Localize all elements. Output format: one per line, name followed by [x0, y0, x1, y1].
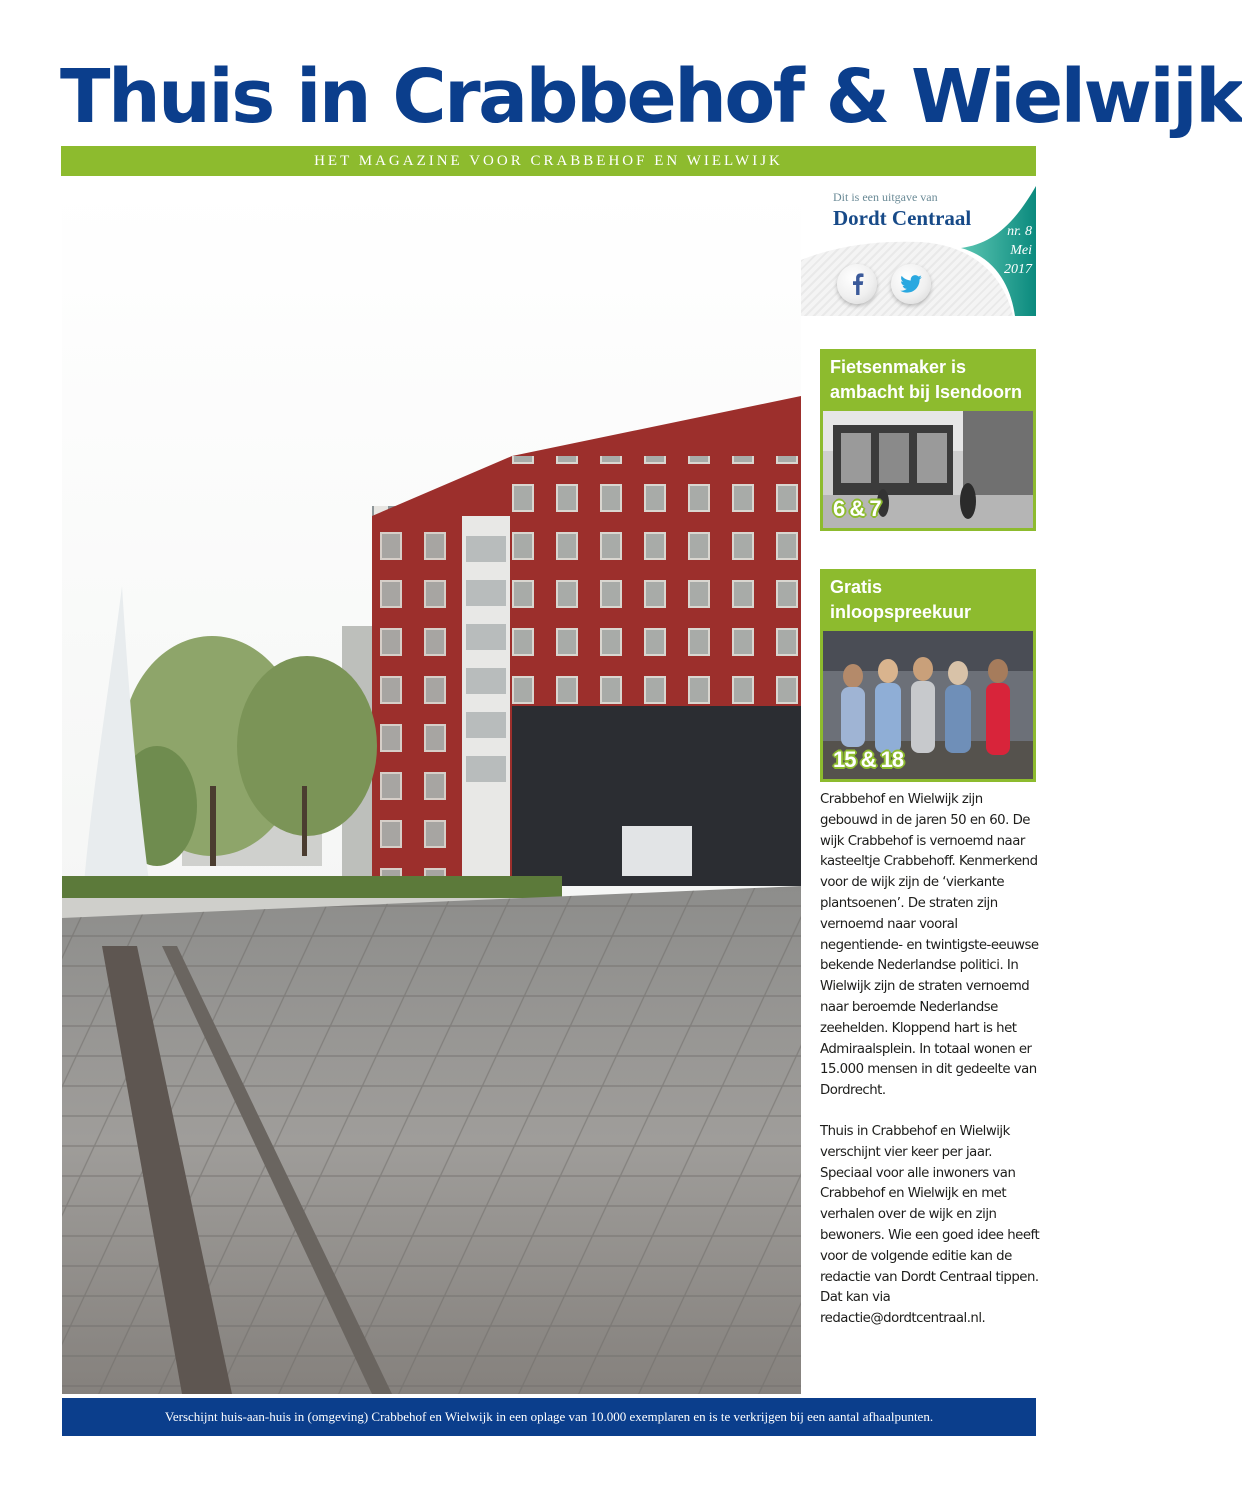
facebook-button[interactable] — [837, 264, 877, 304]
intro-text — [820, 790, 1040, 1350]
tagline-text: HET MAGAZINE VOOR CRABBEHOF EN WIELWIJK — [314, 153, 783, 169]
issue-info — [1004, 222, 1032, 279]
teaser-title-line-1: Fietsenmaker is — [830, 357, 967, 377]
teaser-title — [820, 349, 1036, 411]
cover-photo-illustration — [62, 186, 801, 1394]
tagline-bar — [61, 146, 1036, 176]
intro-paragraph-2: Thuis in Crabbehof en Wielwijk verschijnt vier keer per jaar. Speciaal voor alle inwoners van Crabbehof en Wielwijk en met verhalen over de wijk en zijn bewoners. Wie een goed idee heeft voor de volgende editie kan de redactie van Dordt Centraal tippen. Dat kan via redactie@dordtcentraal.nl. — [820, 1123, 1040, 1327]
issue-number: nr. 8 — [1007, 224, 1032, 239]
teaser-photo — [823, 411, 1033, 528]
intro-paragraph-1: Crabbehof en Wielwijk zijn gebouwd in de jaren 50 en 60. De wijk Crabbehof is vernoemd naar kasteeltje Crabbehoff. Kenmerkend voor de wijk zijn de ‘vierkante plantsoenen’. De straten zijn vernoemd naar vooral negentiende- en twintigste-eeuwse bekende Nederlandse politici. In Wielwijk zijn de straten vernoemd naar beroemde Nederlandse zeehelden. Kloppend hart is het Admiraalsplein. In totaal wonen er 15.000 mensen in dit gedeelte van Dordrecht. — [820, 792, 1039, 1099]
masthead-title: Thuis in Crabbehof & Wielwijk — [60, 54, 1242, 140]
cover-photo — [62, 186, 801, 1394]
footer-text: Verschijnt huis-aan-huis in (omgeving) Crabbehof en Wielwijk in een oplage van 10.000 exemplaren en is te verkrijgen bij een aantal afhaalpunten. — [164, 1409, 934, 1424]
facebook-icon — [849, 273, 865, 295]
footer-bar — [62, 1398, 1036, 1436]
issue-year: 2017 — [1004, 262, 1032, 277]
teaser-title: Gratis inloopspreekuur — [830, 577, 972, 622]
issue-month: Mei — [1010, 243, 1032, 258]
twitter-button[interactable] — [891, 264, 931, 304]
teaser-fietsenmaker[interactable] — [820, 349, 1036, 531]
teaser-inloopspreekuur[interactable] — [820, 569, 1036, 782]
publisher-name: Dordt Centraal — [833, 206, 972, 230]
teaser-pages: 15 & 18 — [833, 747, 904, 772]
twitter-icon — [900, 275, 922, 293]
teaser-photo — [823, 631, 1033, 779]
publisher-intro: Dit is een uitgave van — [833, 190, 938, 204]
publisher-box — [801, 186, 1036, 316]
teaser-pages: 6 & 7 — [833, 496, 881, 521]
teaser-title-line-2: ambacht bij Isendoorn — [830, 382, 1023, 402]
